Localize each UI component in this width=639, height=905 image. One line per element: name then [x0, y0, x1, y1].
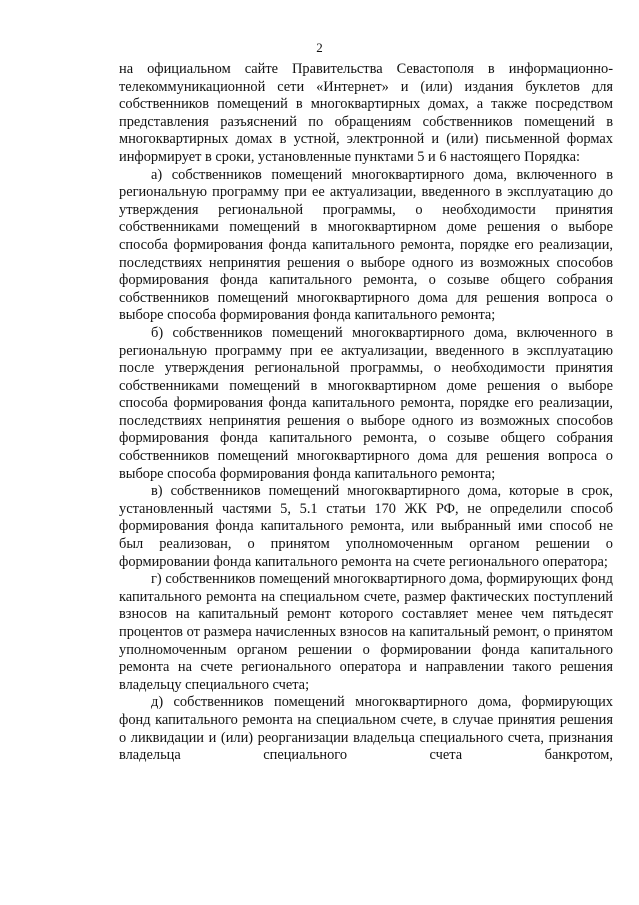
paragraph-intro: на официальном сайте Правительства Севастополя в информационно-телекоммуникационной сети «Интернет» и (или) издания буклетов для собственников помещений в многоквартирных домах, а также посредством представления разъяснений по обращениям собственников помещений в многоквартирных домах в устной, электронной и (или) письменной формах информирует в сроки, установленные пунктами 5 и 6 настоящего Порядка: [119, 61, 613, 165]
page-number: 2 [316, 40, 323, 55]
list-item-v: в) собственников помещений многоквартирного дома, которые в срок, установленный частями 5, 5.1 статьи 170 ЖК РФ, не определили способ формирования фонда капитального ремонта, или выбранный ими способ не был реализован, о принятом уполномоченным органом решении о формировании фонда капитального ремонта на счете регионального оператора; [119, 483, 613, 570]
document-body [119, 61, 613, 765]
list-item-g: г) собственников помещений многоквартирного дома, формирующих фонд капитального ремонта на специальном счете, размер фактических поступлений взносов на капитальный ремонт которого составляет менее чем пятьдесят процентов от размера начисленных взносов на капитальный ремонт, о принятом уполномоченным органом решении о формировании фонда капитального ремонта на счете регионального оператора и направлении такого решения владельцу специального счета; [119, 571, 613, 693]
list-item-a: а) собственников помещений многоквартирного дома, включенного в региональную программу при ее актуализации, введенного в эксплуатацию до утверждения региональной программы, о необходимости принятия собственниками помещений в многоквартирном доме решения о выборе способа формирования фонда капитального ремонта, порядке его реализации, последствиях непринятия решения о выборе одного из возможных способов формирования фонда капитального ремонта, о созыве общего собрания собственников помещений многоквартирного дома для решения вопроса о выборе способа формирования фонда капитального ремонта; [119, 166, 613, 324]
list-item-d: д) собственников помещений многоквартирного дома, формирующих фонд капитального ремонта на специальном счете, в случае принятия решения о ликвидации и (или) реорганизации владельца специального счета, признания владельца специального счета банкротом, [119, 694, 613, 764]
list-item-b: б) собственников помещений многоквартирного дома, включенного в региональную программу при ее актуализации, введенного в эксплуатацию после утверждения региональной программы, о необходимости принятия собственниками помещений в многоквартирном доме решения о выборе способа формирования фонда капитального ремонта, порядке его реализации, последствиях непринятия решения о выборе одного из возможных способов формирования фонда капитального ремонта, о созыве общего собрания собственников помещений многоквартирного дома для решения вопроса о выборе способа формирования фонда капитального ремонта; [119, 324, 613, 482]
